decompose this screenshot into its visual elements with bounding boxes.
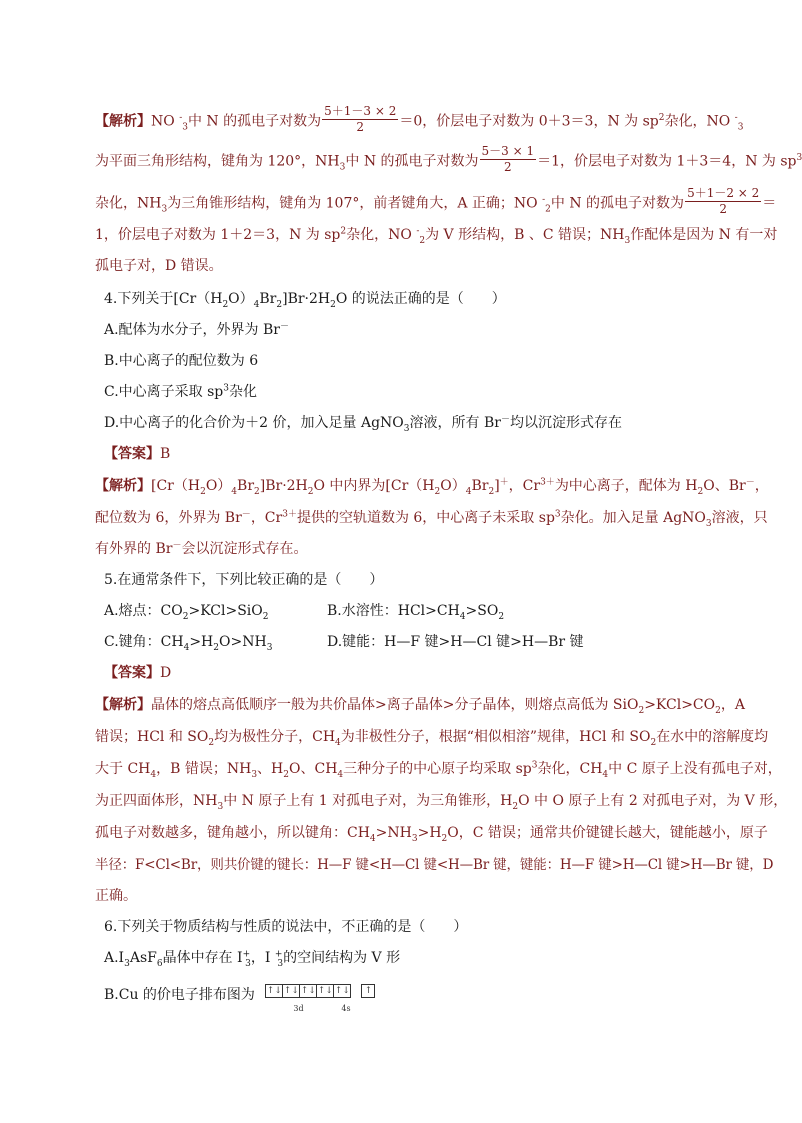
q5-option-a: A.熔点：$CO_2>KCl>SiO_2$ (104, 603, 269, 622)
q4-analysis-line-2: 配位数为 6，外界为 Br－，$Cr^{3+}$提供的空轨道数为 6，中心离子未采取 $sp^3$杂化。加入足量 AgNO$_3$溶液，只 (95, 509, 768, 529)
q4-stem: 4.下列关于$[Cr(H_2O)_4Br_2]Br\cdot 2H_2O$ 的说法正确的是（ ） (104, 291, 506, 310)
fraction-3: $\frac{5+1-2 \times 2}{2}$ (687, 186, 760, 216)
orbital-3d-box: ↑↓ (283, 986, 299, 996)
q5-analysis-line-5: 孤电子对数越多，键角越小，所以键角：$CH_4>NH_3>H_2O$，C 错误；通常共价键键长越大，键能越小，原子 (95, 825, 768, 844)
analysis-tag: 【解析】 (95, 113, 151, 130)
q6-stem: 6.下列关于物质结构与性质的说法中，不正确的是（ ） (104, 919, 468, 935)
q4-option-d: D.中心离子的化合价为＋2 价，加入足量 AgNO$_3$溶液，所有 Br－均以沉淀形式存在 (104, 414, 622, 434)
q5-option-d: D.键能：H—F 键>H—Cl 键>H—Br 键 (327, 634, 584, 650)
orbital-3d-box: ↑↓ (334, 986, 350, 996)
orbital-label-4s: 4s (341, 1004, 351, 1013)
q4-answer: 【答案】B (104, 446, 171, 462)
q5-analysis-line-7: 正确。 (95, 888, 137, 904)
q5-option-b: B.水溶性：$HCl>CH_4>SO_2$ (327, 603, 505, 622)
q5-options-row-1 (104, 600, 734, 622)
orbital-3d-box: ↑↓ (266, 986, 282, 996)
q5-option-c: C.键角：$CH_4>H_2O>NH_3$ (104, 634, 273, 653)
q6-option-a: $A.I_3AsF_6$晶体中存在 $I^+_3$，I +$_3$的空间结构为 V 形 (104, 949, 401, 969)
q3-analysis-line-2: 为平面三角形结构，键角为 120°，$NH_3$中 N 的孤电子对数为 $\frac{5-3 \times 1}{2}$ ＝1，价层电子对数为 1＋3＝4，N 为 $sp^3$ (95, 144, 802, 174)
orbital-3d-box: ↑↓ (300, 986, 316, 996)
q5-analysis-line-6: 半径：F<Cl<Br，则共价键的键长：H—F 键<H—Cl 键<H—Br 键，键能：H—F 键>H—Cl 键>H—Br 键，D (95, 857, 774, 873)
q6-option-b: B.Cu 的价电子排布图为 ↑↓ ↑↓ ↑↓ ↑↓ ↑↓ ↑ 3d 4s (104, 984, 734, 1006)
q3-analysis-line-4: 1，价层电子对数为 1＋2＝3，N 为 $sp^2$杂化，NO -$_2$为 V 形结构，B 、C 错误；$NH_3$作配体是因为 N 有一对 (95, 226, 778, 246)
q4-analysis-line-3: 有外界的 Br－会以沉淀形式存在。 (95, 540, 308, 557)
orbital-boxes (265, 984, 375, 998)
q3-analysis-line-3: 杂化，$NH_3$为三角锥形结构，键角为 107°，前者键角大，A 正确；NO -$_2$中 N 的孤电子对数为 $\frac{5+1-2 \times 2}{2}$ ＝ (95, 186, 777, 216)
orbital-diagram (265, 984, 375, 1013)
orbital-3d-box: ↑↓ (317, 986, 333, 996)
q5-analysis-line-2: 错误；HCl 和 $SO_2$均为极性分子，$CH_4$为非极性分子，根据“相似相溶”规律，HCl 和 $SO_2$在水中的溶解度均 (95, 729, 769, 748)
q4-analysis-line-1: 【解析】$[Cr(H_2O)_4Br_2]Br\cdot 2H_2O$ 中内界为$[Cr(H_2O)_4Br_2]^+$，$Cr^{3+}$为中心离子，配体为 $H_2O$、Br－， (95, 477, 769, 497)
q4-option-c: C.中心离子采取 $sp^3$杂化 (104, 383, 257, 400)
fraction-2: $\frac{5-3 \times 1}{2}$ (481, 144, 535, 174)
q5-answer: 【答案】D (104, 665, 172, 681)
q3-analysis-line-1: 【解析】NO -$_3$中 N 的孤电子对数为 $\frac{5+1-3 \times 2}{2}$ ＝0，价层电子对数为 0＋3＝3，N 为 $sp^2$杂化，NO -$_3$ (95, 104, 744, 134)
q4-option-b: B.中心离子的配位数为 6 (104, 353, 259, 369)
orbital-4s-box: ↑ (361, 984, 375, 998)
q5-analysis-line-3: 大于 $CH_4$，B 错误；$NH_3$、$H_2O$、$CH_4$三种分子的中心原子均采取 $sp^3$杂化，$CH_4$中 C 原子上没有孤电子对， (95, 760, 782, 780)
orbital-label-3d: 3d (293, 1004, 304, 1013)
q5-analysis-line-1: 【解析】晶体的熔点高低顺序一般为共价晶体>离子晶体>分子晶体，则熔点高低为 $SiO_2>KCl>CO_2$，A (95, 697, 745, 716)
q3-analysis-line-5: 孤电子对，D 错误。 (95, 258, 223, 274)
q5-options-row-2 (104, 631, 734, 653)
q5-stem: 5.在通常条件下，下列比较正确的是（ ） (104, 572, 384, 588)
fraction-1: $\frac{5+1-3 \times 2}{2}$ (324, 104, 397, 134)
q4-option-a: A.配体为水分子，外界为 Br－ (104, 321, 290, 338)
q5-analysis-line-4: 为正四面体形，$NH_3$中 N 原子上有 1 对孤电子对，为三角锥形，$H_2O$ 中 O 原子上有 2 对孤电子对，为 V 形， (95, 793, 788, 812)
